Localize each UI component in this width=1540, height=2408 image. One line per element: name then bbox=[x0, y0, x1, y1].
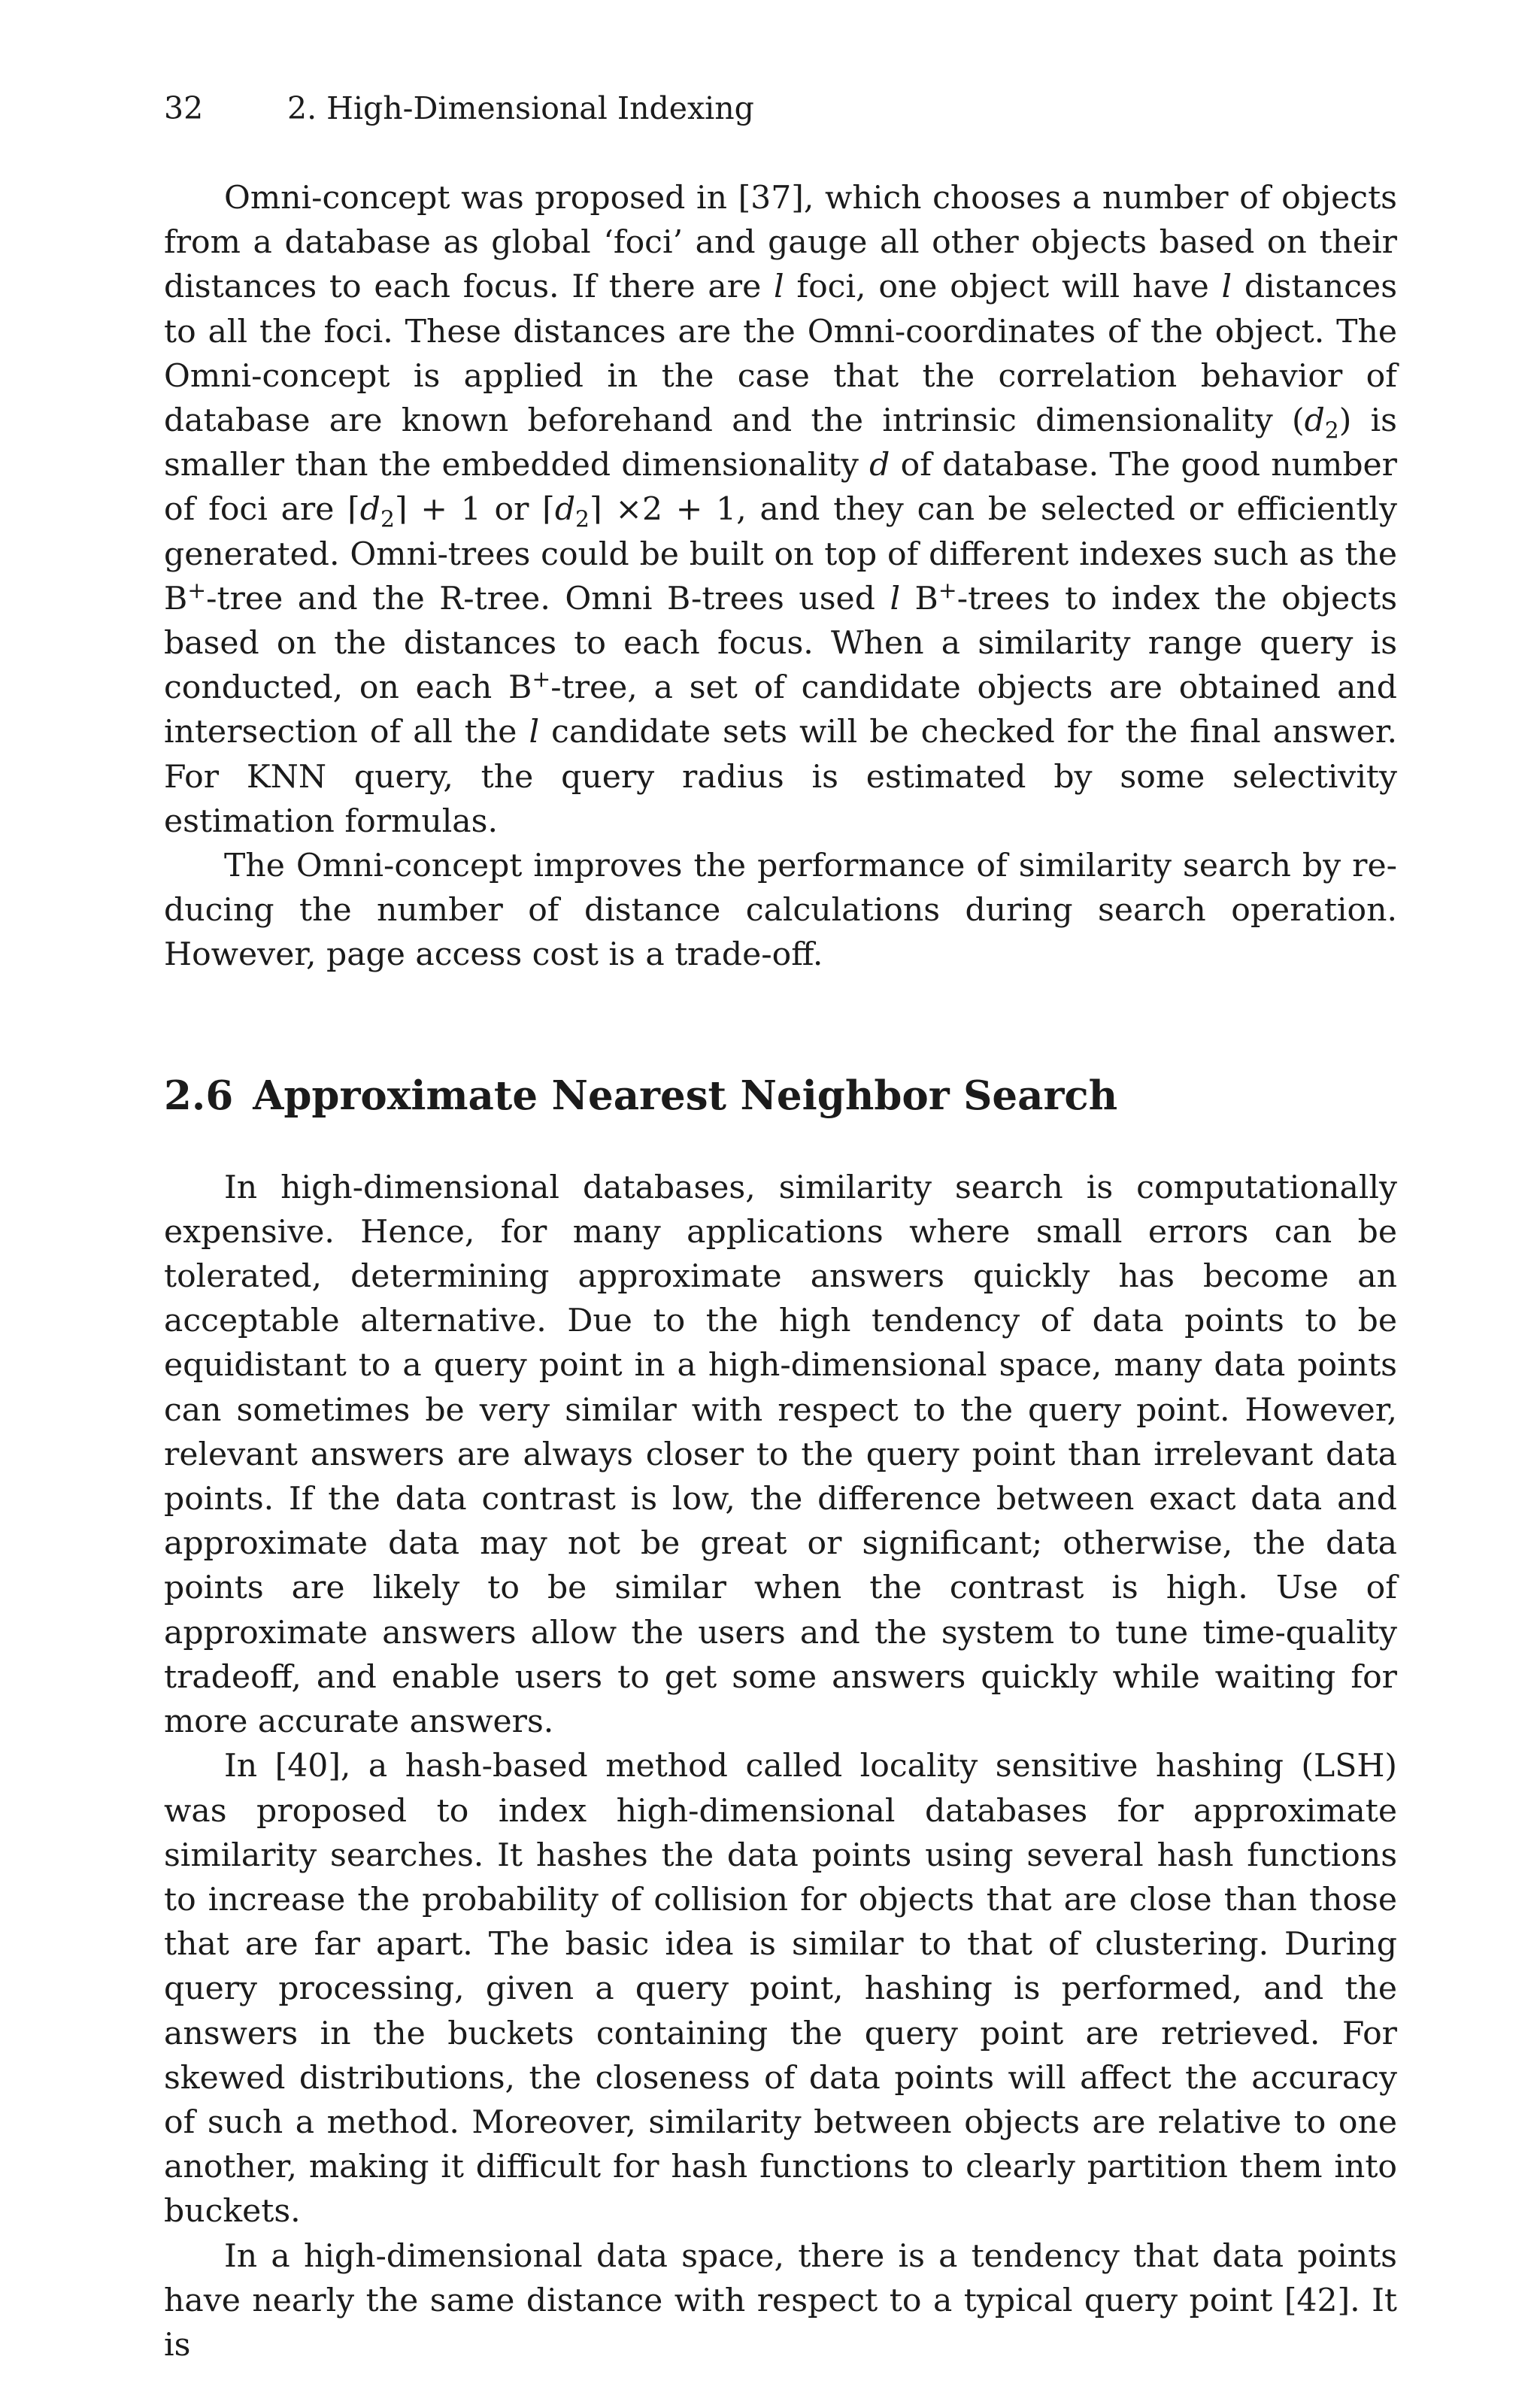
paragraph-ann-intro: In high-dimensional databases, similarity search is computationally expensive. Hence, for many applications where small errors can be tolerated, determining approximate answers quickly has become an acceptable alternative. Due to the high tendency of data points to be equidistant to a query point in a high-dimensional space, many data points can sometimes be very similar with respect to the query point. However, relevant answers are always closer to the query point than irrelevant data points. If the data contrast is low, the difference between exact data and approximate data may not be great or significant; otherwise, the data points are likely to be similar when the contrast is high. Use of approximate answers allow the users and the system to tune time-quality tradeoff, and enable users to get some answers quickly while waiting for more accurate answers. bbox=[164, 1169, 1397, 1741]
section-title: Approximate Nearest Neighbor Search bbox=[253, 1072, 1118, 1119]
math-d2: d bbox=[1304, 402, 1325, 440]
math-l: l bbox=[774, 268, 784, 306]
section-heading bbox=[164, 1071, 1397, 1121]
math-d2: d bbox=[554, 491, 576, 529]
math-d: d bbox=[869, 447, 890, 484]
chapter-title: 2. High-Dimensional Indexing bbox=[287, 90, 754, 126]
math-l: l bbox=[1221, 268, 1232, 306]
math-l: l bbox=[529, 714, 540, 751]
math-d2: d bbox=[359, 491, 380, 529]
running-head bbox=[164, 87, 1397, 129]
paragraph-distance-tendency: In a high-dimensional data space, there is a tendency that data points have nearly the same distance with respect to a typical query point [42]. It is bbox=[164, 2237, 1397, 2364]
page-number: 32 bbox=[164, 90, 204, 126]
paragraph-omni-performance: The Omni-concept improves the performance of similarity search by reducing the number of distance calculations during search operation. However, page access cost is a trade-off. bbox=[164, 848, 1397, 974]
section-number: 2.6 bbox=[164, 1072, 234, 1119]
book-page bbox=[164, 87, 1397, 2367]
paragraph-omni-concept: Omni-concept was proposed in [37], which chooses a number of objects from a database as global ‘foci’ and gauge all other objects based on their distances to each focus. If there are l foci, one object will have l distances to all the foci. These distances are the Omni-coordinates of the object. The Omni-concept is applied in the case that the correlation behavior of database are known beforehand and the intrinsic dimensionality $(d_2)$ is smaller than the embedded dimensionality d of database. The good number of foci are $⌈d_2⌉ + 1$ or $⌈d_2⌉ \times 2 + 1$, and they can be selected or efficiently generated. Omni-trees could be built on top of different indexes such as the B+-tree and the R-tree. Omni B-trees used l B+-trees to index the objects based on the distances to each focus. When a similarity range query is conducted, on each B+-tree, a set of candidate objects are obtained and intersection of all the l candidate sets will be checked for the final answer. For KNN query, the query radius is estimated by some selectivity estimation formulas. bbox=[164, 180, 1398, 840]
paragraph-lsh: In [40], a hash-based method called locality sensitive hashing (LSH) was proposed to index high-dimensional databases for approximate similarity searches. It hashes the data points using several hash functions to increase the probability of collision for objects that are close than those that are far apart. The basic idea is similar to that of clustering. During query processing, given a query point, hashing is performed, and the answers in the buckets containing the query point are retrieved. For skewed distributions, the closeness of data points will affect the accuracy of such a method. Moreover, similarity between objects are relative to one another, making it difficult for hash functions to clearly partition them into buckets. bbox=[164, 1748, 1397, 2231]
math-l: l bbox=[890, 580, 901, 617]
